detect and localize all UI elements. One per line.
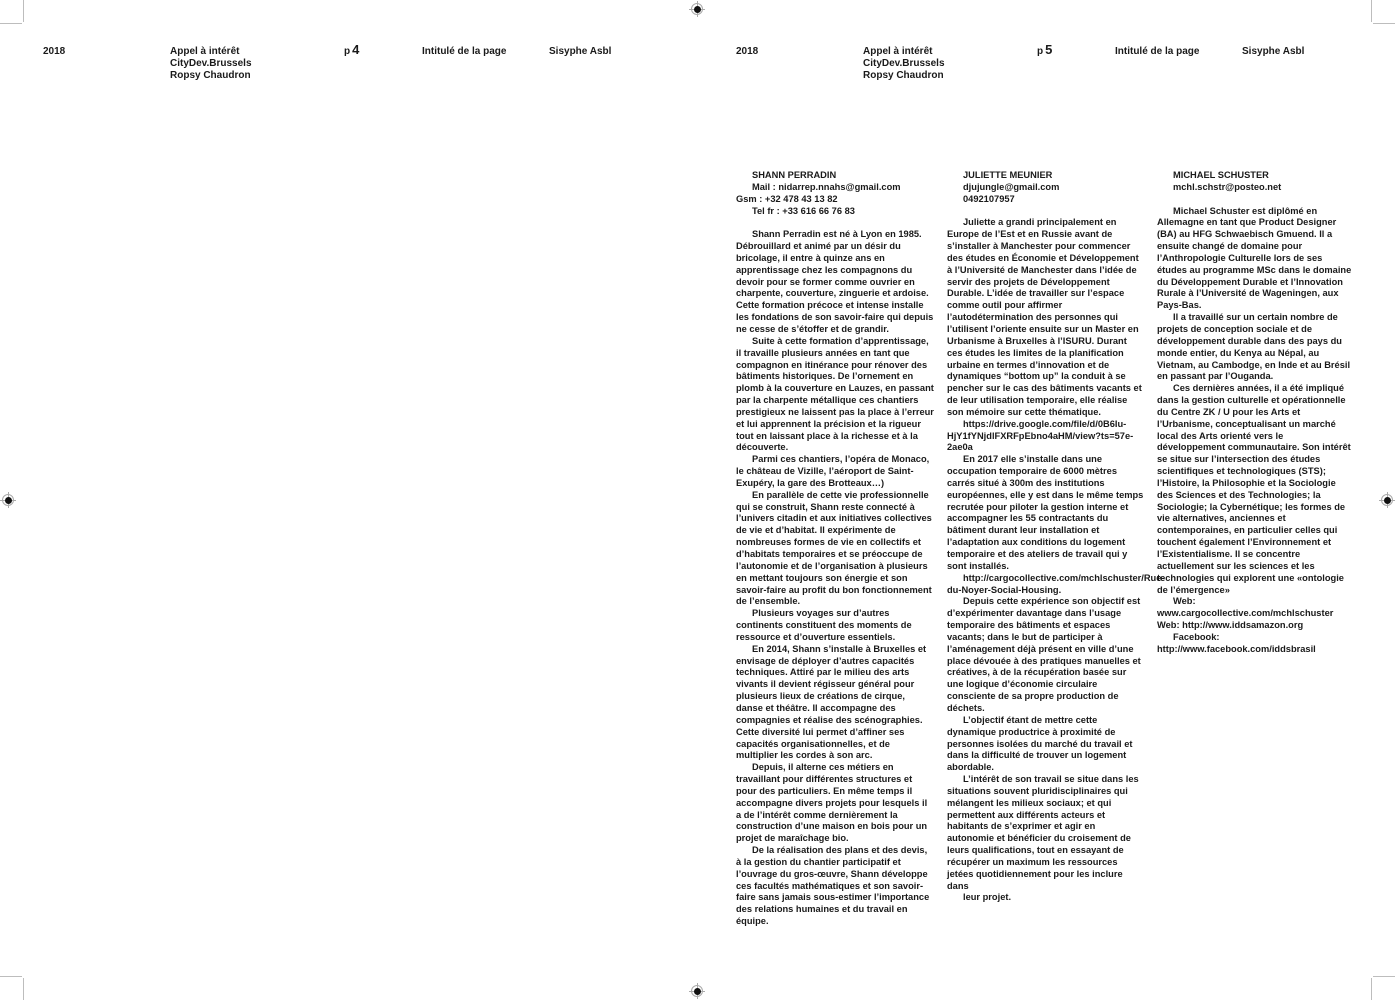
bio-paragraph: L’objectif étant de mettre cette dynamique productrice à proximité de personnes isolées du marché du travail et dans la difficulté de trouver un logement abordable. bbox=[947, 714, 1133, 773]
contact-line: Tel fr : +33 616 66 76 83 bbox=[752, 205, 855, 216]
bio-paragraph: leur projet. bbox=[963, 892, 1012, 903]
header-appel-line: Appel à intérêt bbox=[863, 46, 933, 57]
bio-paragraph: En 2017 elle s’installe dans une occupation temporaire de 6000 mètres carrés situé à 300m des institutions européennes, elle y est dans le même temps recrutée pour piloter la gestion interne et accompagner les 55 contractants du bâtiment durant leur installation et l’adaptation aux conditions du logement temporaire et des ateliers de travail qui y sont installés. bbox=[947, 454, 1144, 571]
person-name: MICHAEL SCHUSTER bbox=[1173, 170, 1269, 180]
page-number-value: 5 bbox=[1045, 42, 1053, 57]
bio-paragraph: En 2014, Shann s’installe à Bruxelles et envisage de déployer d’autres capacités techniques. Attiré par le milieu des arts vivants il devient régisseur général pour plusieurs lieux de créations de cirque, danse et théâtre. Il accompagne des compagnies et réalise des scénographies. Cette diversité lui permet d’affiner ses capacités organisationnelles, et de multiplier les cordes à son arc. bbox=[736, 643, 927, 761]
bio-paragraph: Plusieurs voyages sur d’autres continents constituent des moments de ressource et d’ouverture essentiels. bbox=[736, 608, 912, 642]
registration-mark-icon bbox=[691, 985, 703, 997]
header-appel bbox=[863, 46, 945, 82]
bio-paragraph: Suite à cette formation d’apprentissage, il travaille plusieurs années en tant que compagnon en itinérance pour rénover des bâtiments historiques. De l’ornement en plomb à la couverture en Lauzes, en passant par la charpente métallique ces chantiers prestigieux ne laissent pas la place à l’erreur et lui apprennent la précision et la rigueur tout en laissant place à la richesse et à la découverte. bbox=[736, 335, 934, 453]
page-number bbox=[1037, 44, 1052, 58]
bio-paragraph: De la réalisation des plans et des devis, à la gestion du chantier participatif et l’ouvrage du gros-œuvre, Shann développe ces facultés mathématiques et son savoir-faire sans jamais sous-estimer l’importance des relations humaines et du travail en équipe. bbox=[736, 845, 930, 927]
bio-paragraph: Parmi ces chantiers, l’opéra de Monaco, le château de Vizille, l’aéroport de Saint-Exupéry, la gare des Brotteaux…) bbox=[736, 454, 930, 488]
header-appel bbox=[170, 46, 252, 82]
bio-paragraph: http://cargocollective.com/mchlschuster/Rue-du-Noyer-Social-Housing. bbox=[947, 572, 1165, 595]
contact-line: djujungle@gmail.com bbox=[963, 181, 1060, 192]
header-year: 2018 bbox=[43, 46, 66, 57]
header-appel-line: Ropsy Chaudron bbox=[170, 70, 251, 81]
contact-line: mchl.schstr@posteo.net bbox=[1173, 181, 1282, 192]
bio-paragraph: Facebook: http://www.facebook.com/iddsbrasil bbox=[1157, 631, 1316, 654]
person-name: SHANN PERRADIN bbox=[752, 170, 837, 180]
page-prefix: p bbox=[344, 46, 351, 57]
header-year: 2018 bbox=[736, 46, 759, 57]
bio-text bbox=[947, 217, 1165, 904]
bio-paragraph: L’intérêt de son travail se situe dans les situations souvent pluridisciplinaires qui mélangent les milieux sociaux; et qui permettent aux différents acteurs et habitants de s’exprimer et agir en autonomie et bénéficier du croisement de leurs qualifications, tout en essayant de récupérer un maximum les ressources jetées quotidiennement pour les inclure dans bbox=[947, 774, 1139, 891]
contact-block bbox=[736, 170, 934, 217]
contact-line: Gsm : +32 478 43 13 82 bbox=[736, 193, 838, 204]
crop-mark bbox=[1371, 0, 1372, 22]
bio-paragraph: Ces dernières années, il a été impliqué dans la gestion culturelle et opérationnelle du Centre ZK / U pour les Arts et l’Urbanisme, conceptualisant un marché local des Arts orienté vers le développement communautaire. Son intérêt se situe sur l’intersection des études scientifiques et technologiques (STS); l’Histoire, la Philosophie et la Sociologie des Sciences et des Technologies; la Sociologie; la Cybernétique; les formes de vie alternatives, anciennes et contemporaines, en particulier celles qui touchent également l’Environnement et l’Existentialisme. Il se concentre actuellement sur les sciences et les technologies qui explorent une «ontologie de l’émergence» bbox=[1157, 383, 1351, 595]
registration-mark-icon bbox=[691, 3, 703, 15]
registration-mark-icon bbox=[2, 494, 14, 506]
bio-paragraph: Web: www.cargocollective.com/mchlschuster Web: http://www.iddsamazon.org bbox=[1157, 596, 1334, 631]
bio-paragraph: En parallèle de cette vie professionnelle qui se construit, Shann reste connecté à l’univers citadin et aux initiatives collectives de vie et d’habitat. Il expérimente de nombreuses formes de vie en collectifs et d’habitats temporaires et se préoccupe de l’autonomie et de l’organisation à plusieurs en mettant toujours son énergie et son savoir-faire au profit du bon fonctionnement de l’ensemble. bbox=[736, 489, 932, 607]
contact-block bbox=[1157, 170, 1354, 194]
bio-paragraph: Depuis, il alterne ces métiers en travaillant pour différentes structures et pour des particuliers. En même temps il accompagne divers projets pour lesquels il a de l’intérêt comme dernièrement la construction d’une maison en bois pour un projet de maraîchage bio. bbox=[736, 762, 928, 844]
header-appel-line: CityDev.Brussels bbox=[863, 58, 945, 69]
bio-paragraph: https://drive.google.com/file/d/0B6Iu-HjY1fYNjdlFXRFpEbno4aHM/view?ts=57e-2ae0a bbox=[947, 418, 1134, 453]
header-appel-line: Ropsy Chaudron bbox=[863, 70, 944, 81]
bio-column-shann-perradin bbox=[736, 170, 934, 928]
crop-mark bbox=[0, 23, 22, 24]
publisher: Sisyphe Asbl bbox=[549, 46, 612, 57]
bio-paragraph: Michael Schuster est diplômé en Allemagne en tant que Product Designer (BA) au HFG Schwaebisch Gmuend. Il a ensuite changé de domaine pour l’Anthropologie Culturelle lors de ses études au programme MSc dans le domaine du Développement Durable et l’Innovation Rurale à l’Université de Wageningen, aux Pays-Bas. bbox=[1157, 205, 1352, 311]
bio-text bbox=[736, 229, 934, 928]
page-prefix: p bbox=[1037, 46, 1044, 57]
crop-mark bbox=[1373, 976, 1395, 977]
contact-line: 0492107957 bbox=[963, 193, 1015, 204]
contact-block bbox=[947, 170, 1144, 206]
bio-column-juliette-meunier bbox=[947, 170, 1165, 904]
crop-mark bbox=[23, 0, 24, 22]
crop-mark bbox=[1373, 23, 1395, 24]
bio-paragraph: Il a travaillé sur un certain nombre de projets de conception sociale et de développement durable dans des pays du monde entier, du Kenya au Népal, au Vietnam, au Cambodge, en Inde et au Brésil en passant par l’Ouganda. bbox=[1157, 312, 1351, 382]
bio-paragraph: Depuis cette expérience son objectif est d’expérimenter davantage dans l’usage temporaire des bâtiments et espaces vacants; dans le but de participer à l’aménagement déjà présent en ville d’une place dévouée à des pratiques manuelles et créatives, à de la récupération basée sur une logique d’économie circulaire consciente de sa propre production de déchets. bbox=[947, 596, 1141, 713]
bio-paragraph: Shann Perradin est né à Lyon en 1985. Débrouillard et animé par un désir du bricolage, il entre à quinze ans en apprentissage chez les compagnons du devoir pour se former comme ouvrier en charpente, couverture, zinguerie et ardoise. Cette formation précoce et intense installe les fondations de son savoir-faire qui depuis ne cesse de s’étoffer et de grandir. bbox=[736, 229, 934, 334]
header-appel-line: CityDev.Brussels bbox=[170, 58, 252, 69]
crop-mark bbox=[1371, 978, 1372, 1000]
crop-mark bbox=[23, 978, 24, 1000]
crop-mark bbox=[0, 976, 22, 977]
person-name: JULIETTE MEUNIER bbox=[963, 170, 1053, 180]
page-number-value: 4 bbox=[352, 42, 360, 57]
page-title: Intitulé de la page bbox=[1115, 46, 1200, 57]
header-appel-line: Appel à intérêt bbox=[170, 46, 240, 57]
bio-text bbox=[1157, 206, 1354, 656]
registration-mark-icon bbox=[1381, 494, 1393, 506]
bio-column-michael-schuster bbox=[1157, 170, 1354, 656]
page-number bbox=[344, 44, 359, 58]
publisher: Sisyphe Asbl bbox=[1242, 46, 1305, 57]
bio-paragraph: Juliette a grandi principalement en Europe de l’Est et en Russie avant de s’installer à Manchester pour commencer des études en Économie et Développement à l’Université de Manchester dans l’idée de servir des projets de Développement Durable. L’idée de travailler sur l’espace comme outil pour affirmer l’autodétermination des personnes qui l’utilisent l’oriente ensuite sur un Master en Urbanisme à Bruxelles à l’ISURU. Durant ces études les limites de la planification urbaine en termes d’innovation et de dynamiques “bottom up” la conduit à se pencher sur le cas des bâtiments vacants et de leur utilisation temporaire, elle réalise son mémoire sur cette thématique. bbox=[947, 217, 1142, 417]
page-title: Intitulé de la page bbox=[422, 46, 507, 57]
contact-line: Mail : nidarrep.nnahs@gmail.com bbox=[752, 181, 901, 192]
